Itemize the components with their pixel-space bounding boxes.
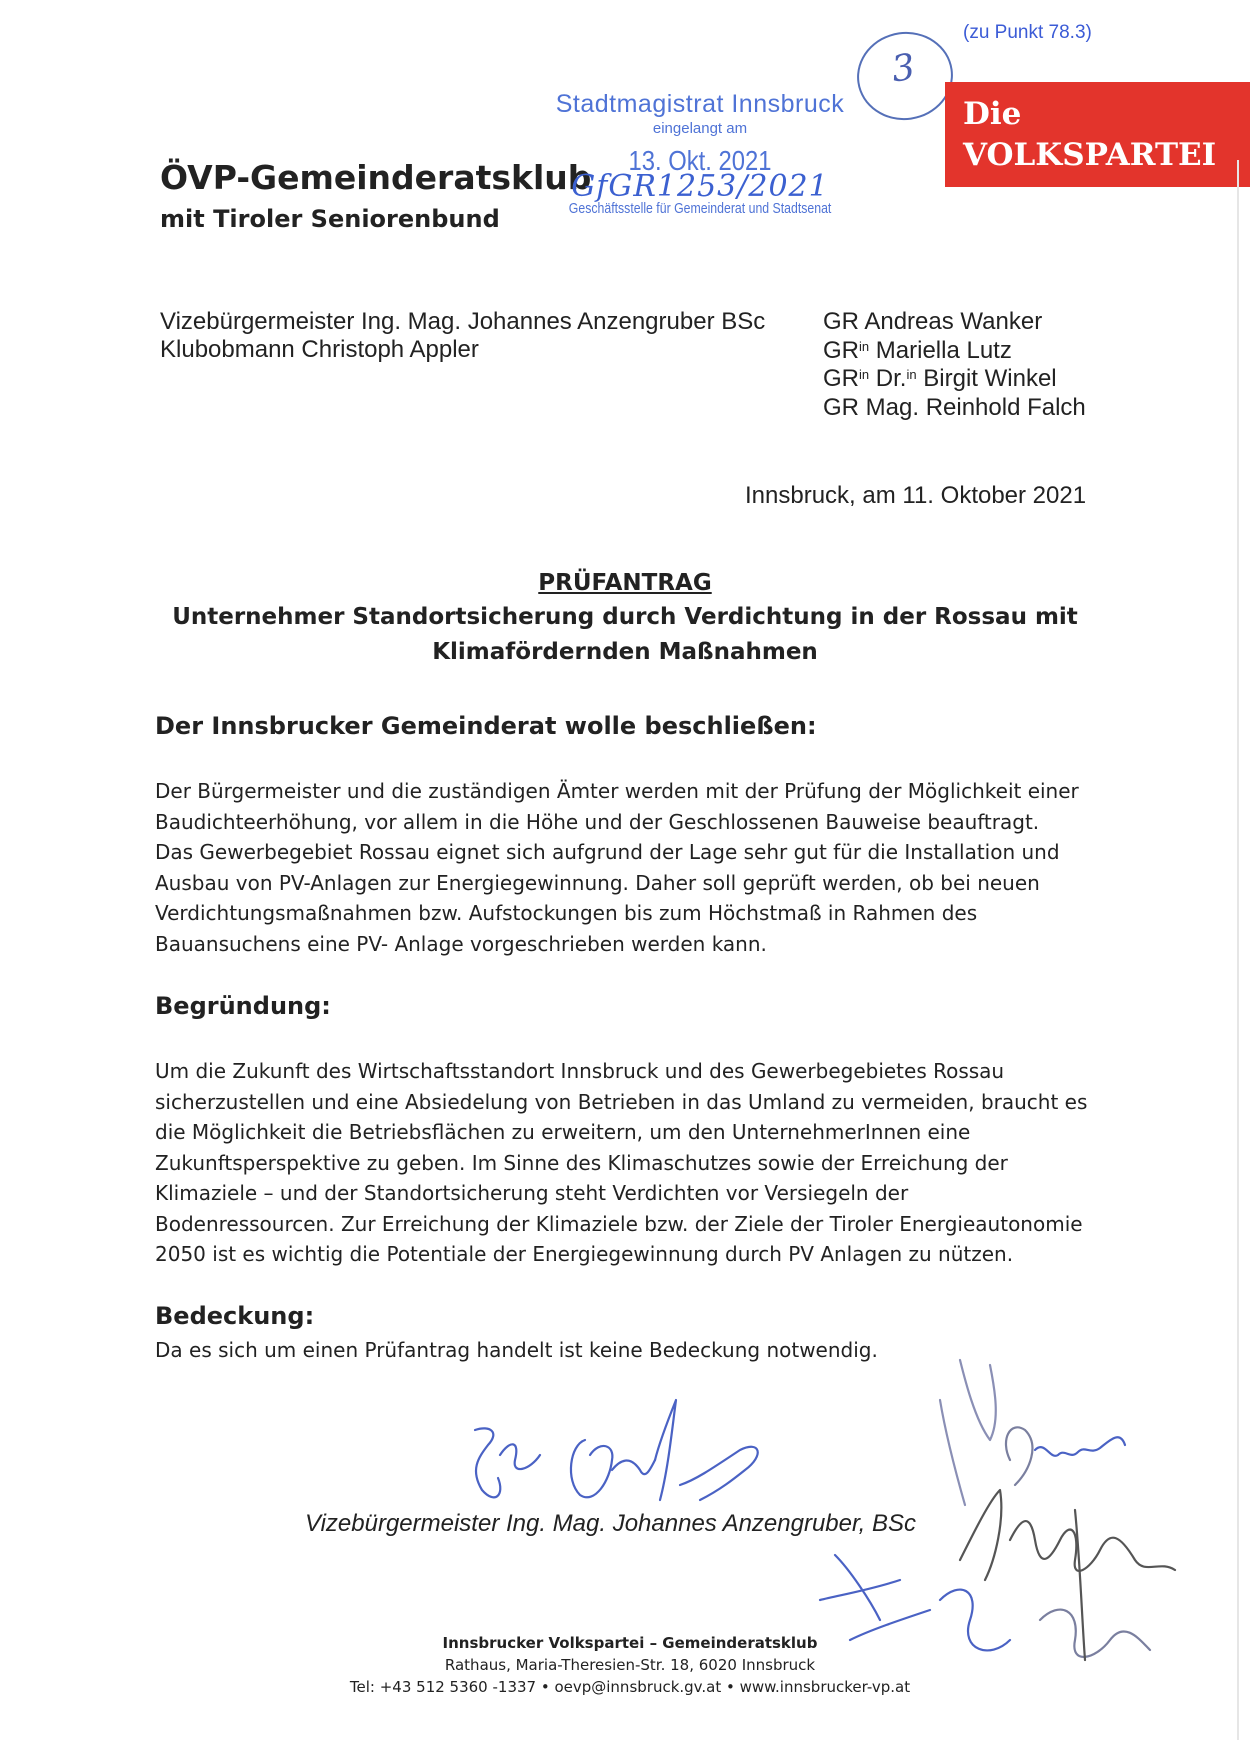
signature-title: Vizebürgermeister Ing. Mag. Johannes Anzengruber, BSc bbox=[305, 1510, 917, 1537]
scan-edge bbox=[1237, 160, 1239, 1740]
reference-note: (zu Punkt 78.3) bbox=[963, 22, 1092, 43]
justification-line: die Möglichkeit die Betriebsflächen zu erweitern, um den UnternehmerInnen eine bbox=[155, 1120, 971, 1144]
signatory-right: $GR^{in}$ Mariella Lutz bbox=[823, 336, 1012, 364]
resolution-heading: Der Innsbrucker Gemeinderat wolle beschließen: bbox=[155, 712, 817, 740]
club-subtitle: mit Tiroler Seniorenbund bbox=[160, 205, 500, 233]
justification-heading: Begründung: bbox=[155, 992, 331, 1020]
justification-line: 2050 ist es wichtig die Potentiale der Energiegewinnung durch PV Anlagen zu nützen. bbox=[155, 1242, 1014, 1266]
justification-line: Klimaziele – und der Standortsicherung steht Verdichten vor Versiegeln der bbox=[155, 1181, 909, 1205]
title-kind: PRÜFANTRAG bbox=[538, 570, 712, 596]
stamp-date: 13. Okt. 2021 bbox=[628, 145, 772, 176]
resolution-line: Verdichtungsmaßnahmen bzw. Aufstockungen bis zum Höchstmaß in Rahmen des bbox=[155, 901, 978, 925]
footer bbox=[330, 1632, 930, 1698]
footer-address: Rathaus, Maria-Theresien-Str. 18, 6020 Innsbruck bbox=[444, 1656, 816, 1674]
justification-line: Zukunftsperspektive zu geben. Im Sinne des Klimaschutzes sowie der Erreichung der bbox=[155, 1150, 1008, 1175]
stamp-department: Geschäftsstelle für Gemeinderat und Stadtsenat bbox=[568, 200, 832, 217]
footer-organisation: Innsbrucker Volkspartei – Gemeinderatsklub bbox=[442, 1634, 818, 1652]
footer-contact: Tel: +43 512 5360 -1337 • oevp@innsbruck.gv.at • www.innsbrucker-vp.at bbox=[349, 1678, 911, 1696]
signatory-right: GR Mag. Reinhold Falch bbox=[823, 393, 1086, 421]
resolution-line: Der Bürgermeister und die zuständigen Ämter werden mit der Prüfung der Möglichkeit einer bbox=[155, 779, 1079, 803]
justification-line: Um die Zukunft des Wirtschaftsstandort Innsbruck und des Gewerbegebietes Rossau bbox=[155, 1059, 1005, 1083]
document-date: Innsbruck, am 11. Oktober 2021 bbox=[745, 482, 1087, 509]
signatory-right: $GR^{in}$ Dr.$^{in}$ Birgit Winkel bbox=[823, 365, 1057, 392]
justification-line: Bodenressourcen. Zur Erreichung der Klimaziele bzw. der Ziele der Tiroler Energieautonomie bbox=[155, 1211, 1083, 1236]
resolution-line: Bauansuchens eine PV- Anlage vorgeschrieben werden kann. bbox=[155, 931, 767, 956]
resolution-line: Ausbau von PV-Anlagen zur Energiegewinnung. Daher soll geprüft werden, ob bei neuen bbox=[155, 870, 1040, 895]
coverage-heading: Bedeckung: bbox=[155, 1302, 315, 1330]
resolution-line: Das Gewerbegebiet Rossau eignet sich aufgrund der Lage sehr gut für die Installation und bbox=[155, 840, 1060, 864]
signatory-right: GR Andreas Wanker bbox=[823, 308, 1043, 335]
title-line-1: Unternehmer Standortsicherung durch Verdichtung in der Rossau mit bbox=[172, 604, 1078, 630]
title-line-2: Klimafördernden Maßnahmen bbox=[432, 639, 818, 665]
circled-number-text: 3 bbox=[889, 46, 918, 91]
signatory-left: Vizebürgermeister Ing. Mag. Johannes Anzengruber BSc bbox=[160, 308, 766, 335]
coverage-text: Da es sich um einen Prüfantrag handelt ist keine Bedeckung notwendig. bbox=[155, 1338, 878, 1362]
justification-line: sicherzustellen und eine Absiedelung von Betrieben in das Umland zu vermeiden, braucht es bbox=[155, 1089, 1088, 1114]
logo-line-2: VOLKSPARTEI bbox=[963, 137, 1217, 173]
signatory-left: Klubobmann Christoph Appler bbox=[160, 336, 479, 363]
stamp-office: Stadtmagistrat Innsbruck bbox=[555, 90, 845, 118]
stamp-number: GfGR1253/2021 bbox=[571, 169, 829, 204]
stamp-received-label: eingelangt am bbox=[652, 120, 748, 137]
logo-line-1: Die bbox=[963, 96, 1022, 132]
club-name: ÖVP-Gemeinderatsklub bbox=[160, 158, 592, 197]
resolution-line: Baudichteerhöhung, vor allem in die Höhe und der Geschlossenen Bauweise beauftragt. bbox=[155, 809, 1040, 834]
